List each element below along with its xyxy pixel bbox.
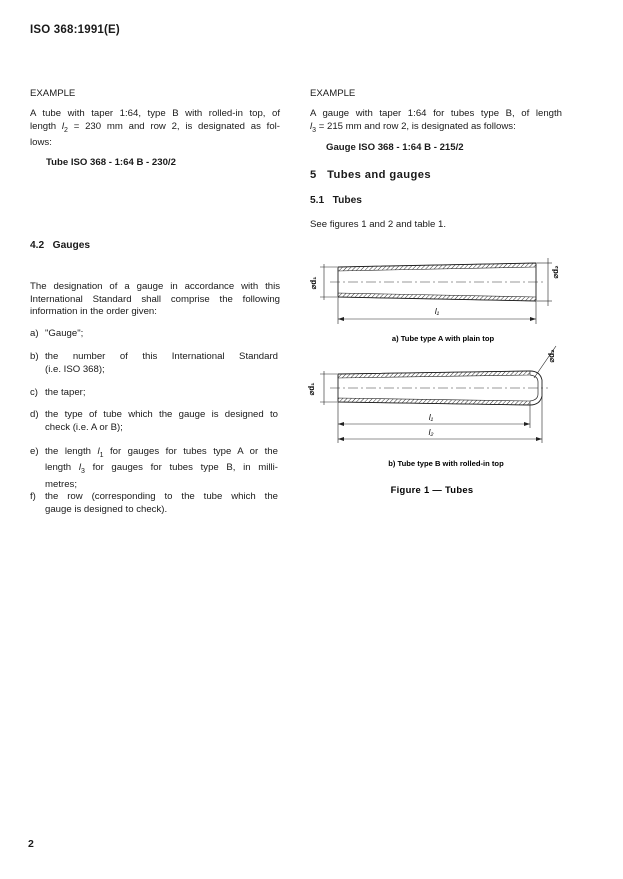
right-example-designation: Gauge ISO 368 - 1:64 B - 215/2 [326,142,464,153]
dim-d2-label-b: ⌀d₂ [547,349,556,363]
dim-l1-label-b: l₁ [428,413,434,422]
tube-type-b-drawing [307,346,556,443]
left-example-text [30,108,280,149]
dim-d1-label-a: ⌀d₁ [309,276,318,290]
left-example-line3: lows: [30,136,52,148]
list-item-d: d) the type of tube which the gauge is designed to check (i.e. A or B); [30,409,278,433]
dim-d1-label-b: ⌀d₁ [307,382,316,396]
dim-l2-label-b: l₂ [428,428,434,437]
caption-tube-a: a) Tube type A with plain top [391,334,495,343]
left-example-line1: A tube with taper 1:64, type B with rolled-in top, of [30,108,280,119]
list-item-f: f) the row (corresponding to the tube which the gauge is designed to check). [30,491,278,515]
left-example-label: EXAMPLE [30,88,76,99]
dim-l1-label-a: l₁ [434,307,440,316]
document-header: ISO 368:1991(E) [30,24,120,36]
list-item-e: e) the length $l_1$ for gauges for tubes type A or the length $l_3$ for gauges for tubes type B, in milli- metres; [30,446,279,490]
page-number: 2 [28,838,34,850]
tube-type-a-drawing [309,258,560,324]
section-4-2-number: 4.2 [30,240,45,251]
see-figures-text: See figures 1 and 2 and table 1. [310,219,447,230]
left-example-line2: length $l_2 = 230$ mm and row 2, is designated as fol- [30,120,280,134]
caption-tube-b: b) Tube type B with rolled-in top [388,459,504,468]
section-5-heading: 5 Tubes and gauges [310,169,431,181]
dim-d2-label-a: ⌀d₂ [551,265,560,279]
section-5-1-heading: 5.1 Tubes [310,195,362,206]
right-example-text: A gauge with taper 1:64 for tubes type B, of length $l_3 = 215$ mm and row 2, is designated as follows: [310,108,562,134]
figure-1-title: Figure 1 — Tubes [390,484,474,495]
figure-1-tubes [300,250,570,505]
right-example-label: EXAMPLE [310,88,356,99]
section-4-2-title: Gauges [52,240,91,251]
left-example-designation: Tube ISO 368 - 1:64 B - 230/2 [46,157,176,168]
gauge-intro-paragraph: The designation of a gauge in accordance with this International Standard shall comprise the following information in the order given: [30,281,280,317]
section-4-2-heading [30,240,90,251]
list-item-b: b) the number of this International Standard (i.e. ISO 368); [30,351,278,375]
